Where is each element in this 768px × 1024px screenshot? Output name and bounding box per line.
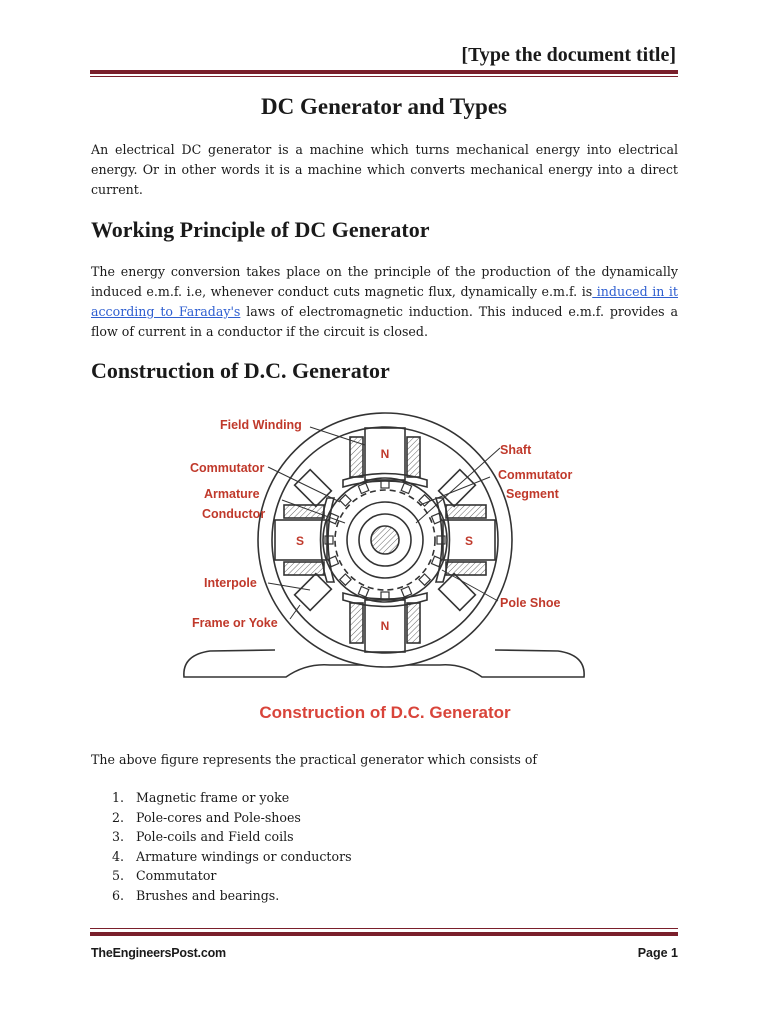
footer-page-number: Page 1 xyxy=(637,946,678,960)
heading-working-principle: Working Principle of DC Generator xyxy=(91,217,430,242)
faraday-link[interactable]: induced in it according to Faraday's xyxy=(91,284,678,319)
intro-paragraph: An electrical DC generator is a machine which turns mechanical energy into electrical energy. Or in other words it is a machine which converts mechanical energy into a direct current. xyxy=(91,142,678,197)
list-item xyxy=(112,886,352,906)
header-rule xyxy=(90,70,678,74)
pole-n-top: N xyxy=(380,447,390,461)
list-item-number: 3. xyxy=(112,829,125,845)
working-principle-paragraph xyxy=(91,262,678,342)
label-commutator-segment-1: Commutator xyxy=(498,468,573,482)
label-conductor: Conductor xyxy=(202,507,266,521)
label-armature: Armature xyxy=(204,487,260,501)
list-item xyxy=(112,847,352,867)
label-shaft: Shaft xyxy=(500,443,532,457)
header-rule-thin xyxy=(90,76,678,77)
paragraph-text: The energy conversion takes place on the principle of the production of the dynamically induced e.m.f. i.e, whenever conduct cuts magnetic flux, dynamically e.m.f. is xyxy=(91,264,678,299)
footer-rule-thin xyxy=(90,928,678,929)
pole-s-left: S xyxy=(295,534,305,548)
footer-site: TheEngineersPost.com xyxy=(91,946,226,960)
list-item-text: Brushes and bearings. xyxy=(136,887,280,903)
document-title: DC Generator and Types xyxy=(261,94,507,119)
list-item-text: Commutator xyxy=(136,868,217,884)
list-item-number: 5. xyxy=(112,868,125,884)
pole-n-bottom: N xyxy=(380,619,390,633)
list-item-number: 1. xyxy=(112,790,125,805)
label-frame-yoke: Frame or Yoke xyxy=(192,616,278,630)
list-item-text: Magnetic frame or yoke xyxy=(136,790,290,805)
dc-generator-diagram xyxy=(180,405,590,735)
list-item xyxy=(112,866,352,886)
list-item-text: Pole-coils and Field coils xyxy=(136,829,294,845)
list-item-number: 2. xyxy=(112,809,125,825)
paragraph-text: laws of electromagnetic induction. This induced e.m.f. provides a flow of current in a conductor if the circuit is closed. xyxy=(91,304,678,339)
label-commutator: Commutator xyxy=(190,461,265,475)
label-field-winding: Field Winding xyxy=(220,418,302,432)
list-item-text: Armature windings or conductors xyxy=(136,848,352,864)
list-intro: The above figure represents the practical generator which consists of xyxy=(91,752,538,767)
label-interpole: Interpole xyxy=(204,576,257,590)
list-item-number: 4. xyxy=(112,848,125,864)
list-item-number: 6. xyxy=(112,887,125,903)
list-item-text: Pole-cores and Pole-shoes xyxy=(136,809,301,825)
label-commutator-segment-2: Segment xyxy=(506,487,559,501)
heading-construction: Construction of D.C. Generator xyxy=(91,358,390,383)
list-item xyxy=(112,788,352,808)
pole-s-right: S xyxy=(464,534,474,548)
list-item xyxy=(112,808,352,828)
label-pole-shoe: Pole Shoe xyxy=(500,596,561,610)
header-title: [Type the document title] xyxy=(461,44,676,66)
list-item xyxy=(112,827,352,847)
components-list xyxy=(112,788,352,906)
figure-caption: Construction of D.C. Generator xyxy=(259,703,511,722)
footer-rule xyxy=(90,932,678,936)
